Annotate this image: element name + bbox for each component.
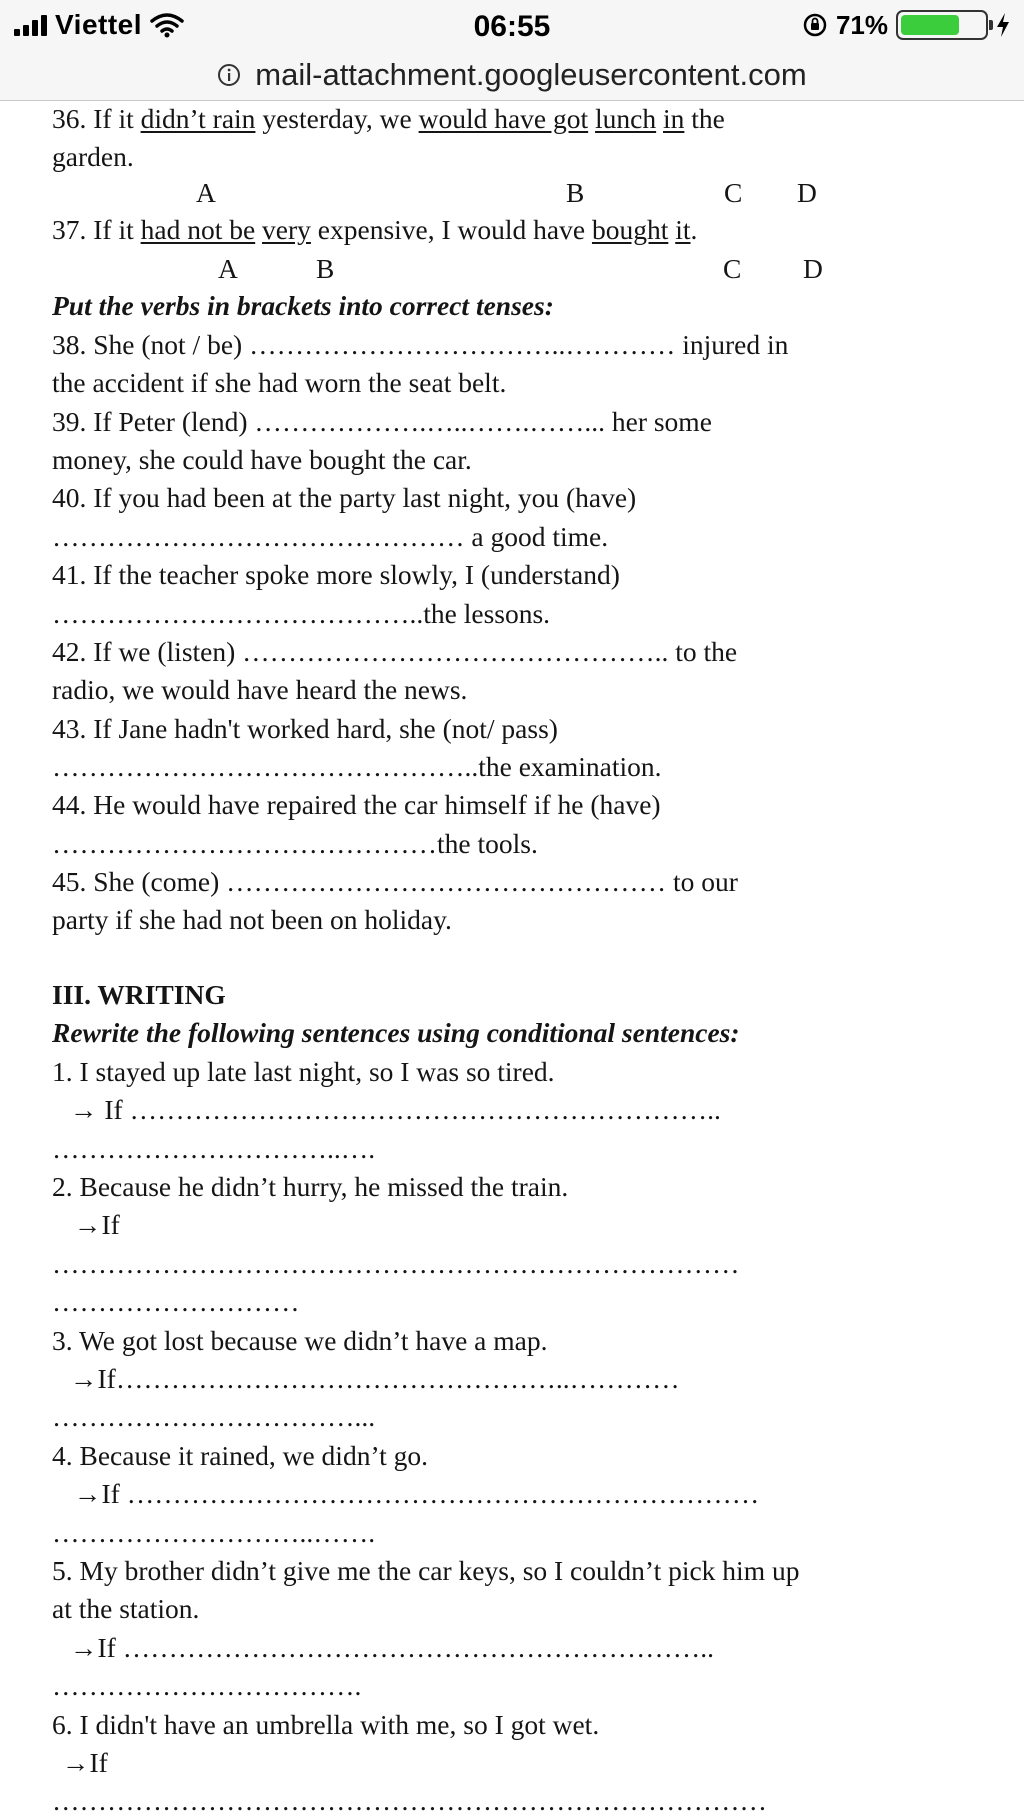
writing-2: 2. Because he didn’t hurry, he missed the train. — [52, 1171, 569, 1202]
url-text[interactable]: mail-attachment.googleusercontent.com — [255, 57, 807, 92]
charging-icon — [996, 12, 1010, 38]
clock: 06:55 — [473, 10, 551, 43]
q37-option-a: had not be — [140, 214, 256, 245]
writing-1-answer-line: …………………………..…. — [52, 1133, 376, 1164]
question-41-answer: …………………………………..the lessons. — [52, 598, 551, 629]
q36-option-c: lunch — [595, 103, 657, 134]
question-43: 43. If Jane hadn't worked hard, she (not/ pass) — [52, 713, 558, 744]
writing-4: 4. Because it rained, we didn’t go. — [52, 1440, 428, 1471]
writing-5-if: →If ……………………………………………………….. — [70, 1632, 714, 1663]
writing-4-answer-line: ………………………..……. — [52, 1517, 376, 1548]
question-36-cont: garden. — [52, 141, 134, 172]
q36-label-a: A — [196, 177, 216, 208]
question-36: 36. If it didn’t rain yesterday, we would have got lunch in the — [52, 103, 725, 134]
writing-2-answer-line-2: ……………………… — [52, 1286, 300, 1317]
writing-5-answer-line: ……………………………. — [52, 1670, 362, 1701]
battery-fill — [901, 15, 959, 35]
writing-2-answer-line-1: ………………………………………………………………… — [52, 1248, 740, 1279]
writing-6-if: →If — [62, 1747, 108, 1778]
right-status — [802, 9, 1010, 41]
question-42-cont: radio, we would have heard the news. — [52, 674, 468, 705]
q37-label-a: A — [218, 253, 238, 284]
question-42: 42. If we (listen) ……………………………………….. to the — [52, 636, 738, 667]
writing-heading: III. WRITING — [52, 979, 226, 1010]
question-44: 44. He would have repaired the car himself if he (have) — [52, 789, 661, 820]
question-38-cont: the accident if she had worn the seat belt. — [52, 367, 507, 398]
question-39: 39. If Peter (lend) ……………….…..…….……... her some — [52, 406, 712, 437]
writing-5-cont: at the station. — [52, 1593, 200, 1624]
q37-label-c: C — [723, 253, 742, 284]
carrier-name: Viettel — [55, 9, 143, 40]
writing-3: 3. We got lost because we didn’t have a map. — [52, 1325, 548, 1356]
q36-label-c: C — [724, 177, 743, 208]
battery-percent: 71% — [835, 9, 888, 40]
question-40-answer: ……………………………………… a good time. — [52, 521, 609, 552]
writing-5: 5. My brother didn’t give me the car keys, so I couldn’t pick him up — [52, 1555, 800, 1586]
q37-option-b: very — [262, 214, 311, 245]
writing-3-if: →If…………………………………………..………… — [70, 1363, 680, 1394]
question-45-cont: party if she had not been on holiday. — [52, 904, 452, 935]
orientation-lock-icon — [802, 12, 828, 38]
q37-label-b: B — [316, 253, 335, 284]
battery-icon — [896, 10, 988, 40]
question-38: 38. She (not / be) ……………………………..………… injured in — [52, 329, 789, 360]
writing-6: 6. I didn't have an umbrella with me, so I got wet. — [52, 1709, 600, 1740]
document-page — [0, 101, 1024, 1820]
q37-label-d: D — [803, 253, 823, 284]
q36-option-b: would have got — [418, 103, 589, 134]
question-40: 40. If you had been at the party last night, you (have) — [52, 482, 637, 513]
q37-option-c: bought — [591, 214, 669, 245]
status-bar — [0, 0, 1024, 50]
writing-4-if: →If …………………………………………………………… — [74, 1478, 760, 1509]
q36-label-d: D — [797, 177, 817, 208]
question-44-answer: ……………………………………the tools. — [52, 828, 538, 859]
writing-1: 1. I stayed up late last night, so I was so tired. — [52, 1056, 555, 1087]
writing-1-if: → If ……………………………………………………….. — [70, 1094, 721, 1125]
writing-instruction: Rewrite the following sentences using conditional sentences: — [52, 1017, 740, 1048]
writing-6-answer-line: …………………………………………………………………… — [52, 1785, 767, 1816]
q36-option-d: in — [663, 103, 685, 134]
question-45: 45. She (come) ………………………………………… to our — [52, 866, 738, 897]
q36-label-b: B — [566, 177, 585, 208]
question-41: 41. If the teacher spoke more slowly, I (understand) — [52, 559, 620, 590]
info-icon[interactable] — [217, 63, 241, 87]
question-43-answer: ………………………………………..the examination. — [52, 751, 662, 782]
question-39-cont: money, she could have bought the car. — [52, 444, 472, 475]
verbs-heading: Put the verbs in brackets into correct tenses: — [52, 290, 554, 321]
address-bar[interactable] — [0, 50, 1024, 101]
writing-3-answer-line: ……………………………... — [52, 1401, 376, 1432]
question-37: 37. If it had not be very expensive, I would have bought it. — [52, 214, 698, 245]
q36-option-a: didn’t rain — [140, 103, 256, 134]
writing-2-if: →If — [74, 1209, 120, 1240]
q37-option-d: it — [675, 214, 691, 245]
